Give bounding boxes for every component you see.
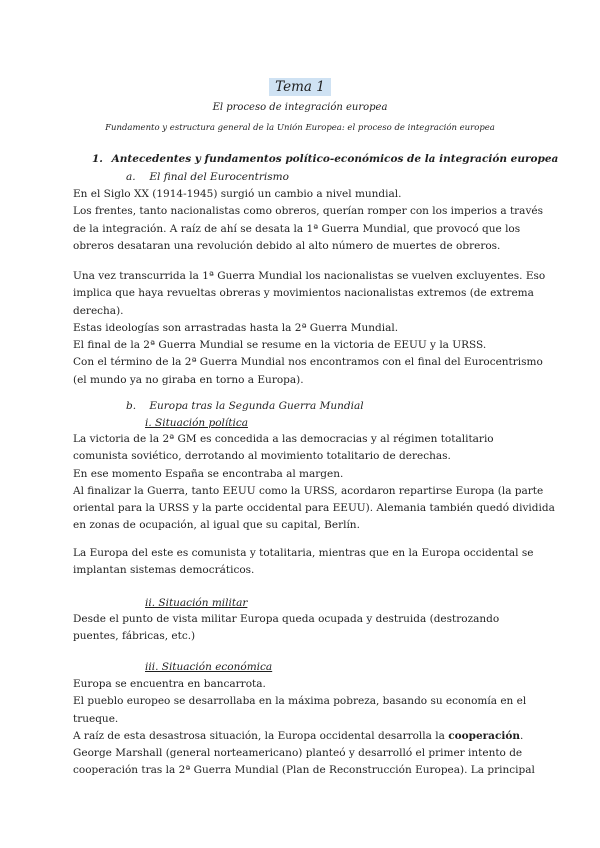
text-line <box>73 728 535 745</box>
subsection-letter: b. <box>126 400 137 412</box>
text-line: El pueblo europeo se desarrollaba en la máxima pobreza, basando su economía en el <box>73 695 527 708</box>
text-span: A raíz de esta desastrosa situación, la Europa occidental desarrolla la <box>73 729 449 742</box>
title-wrap <box>0 76 600 96</box>
text-line: en zonas de ocupación, al igual que su capital, Berlín. <box>73 519 360 532</box>
subsection-letter: a. <box>126 171 136 183</box>
text-line: (el mundo ya no giraba en torno a Europa). <box>73 373 304 386</box>
text-line: El final de la 2ª Guerra Mundial se resume en la victoria de EEUU y la URSS. <box>73 339 487 352</box>
text-line: La victoria de la 2ª GM es concedida a las democracias y al régimen totalitario <box>73 433 494 445</box>
text-line: La Europa del este es comunista y totalitaria, mientras que en la Europa occidental se <box>73 547 534 559</box>
text-line: Europa se encuentra en bancarrota. <box>73 678 266 690</box>
situacion-economica-heading: iii. Situación económica <box>145 661 273 673</box>
text-span: . <box>519 729 524 742</box>
text-line: de la integración. A raíz de ahí se desata la 1ª Guerra Mundial, que provocó que los <box>73 222 521 235</box>
text-line: comunista soviético, derrotando al movimiento totalitario de derechas. <box>73 450 451 463</box>
text-line: Al finalizar la Guerra, tanto EEUU como la URSS, acordaron repartirse Europa (la parte <box>73 484 544 497</box>
document-subsubtitle: Fundamento y estructura general de la Unión Europea: el proceso de integración europea <box>105 123 495 133</box>
paragraph <box>73 268 546 389</box>
situacion-militar-heading: ii. Situación militar <box>145 597 248 609</box>
text-line: George Marshall (general norteamericano) planteó y desarrolló el primer intento de <box>73 747 523 760</box>
section-1-heading <box>92 153 558 165</box>
paragraph <box>73 611 535 646</box>
text-line: En ese momento España se encontraba al margen. <box>73 467 344 480</box>
text-line: Estas ideologías son arrastradas hasta la 2ª Guerra Mundial. <box>73 321 399 334</box>
bold-keyword: cooperación <box>448 729 520 742</box>
section-number: 1. <box>92 153 103 165</box>
text-line: implantan sistemas democráticos. <box>73 564 255 577</box>
text-line: Una vez transcurrida la 1ª Guerra Mundial los nacionalistas se vuelven excluyentes. Eso <box>73 270 546 282</box>
subsection-b-heading <box>126 400 364 412</box>
document-subtitle: El proceso de integración europea <box>212 102 388 113</box>
text-line: Los frentes, tanto nacionalistas como obreros, querían romper con los imperios a través <box>73 205 543 218</box>
paragraph <box>73 676 535 780</box>
text-line: implica que haya revueltas obreras y movimientos nacionalistas extremos (de extrema <box>73 287 534 300</box>
section-title: Antecedentes y fundamentos político-económicos de la integración europea <box>111 153 559 165</box>
paragraph <box>73 545 535 580</box>
text-line: derecha). <box>73 304 124 317</box>
text-line: oriental para la URSS y la parte occidental para EEUU). Alemania también quedó dividida <box>73 502 555 515</box>
paragraph <box>73 186 543 255</box>
text-line: cooperación tras la 2ª Guerra Mundial (Plan de Reconstrucción Europea). La principal <box>73 764 535 777</box>
text-line: obreros desataran una revolución debido al alto número de muertes de obreros. <box>73 239 501 252</box>
text-line: Desde el punto de vista militar Europa queda ocupada y destruida (destrozando <box>73 613 500 625</box>
subsection-a-heading <box>126 171 289 183</box>
subsection-title: El final del Eurocentrismo <box>149 171 289 183</box>
text-line: Con el término de la 2ª Guerra Mundial nos encontramos con el final del Eurocentrismo <box>73 356 543 369</box>
text-line: puentes, fábricas, etc.) <box>73 630 196 643</box>
text-line: En el Siglo XX (1914-1945) surgió un cambio a nivel mundial. <box>73 188 402 200</box>
text-line: trueque. <box>73 712 119 725</box>
subsection-title: Europa tras la Segunda Guerra Mundial <box>149 400 364 412</box>
document-title: Tema 1 <box>269 78 331 96</box>
situacion-politica-heading: i. Situación política <box>145 417 248 429</box>
paragraph <box>73 431 555 535</box>
